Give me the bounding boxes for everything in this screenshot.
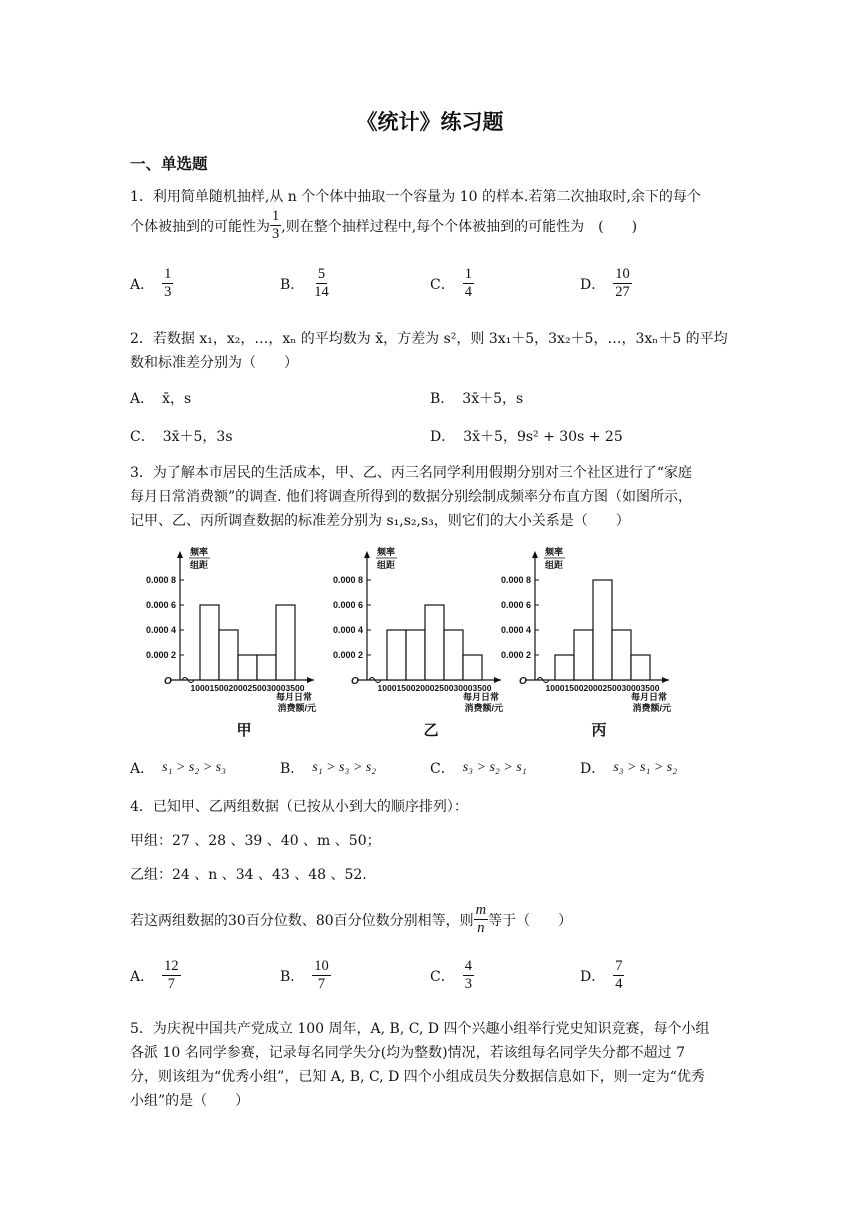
q2-option-c [130, 426, 233, 446]
q4-option-b-label: B． [280, 968, 305, 985]
q4-option-b-den: 7 [317, 976, 326, 993]
x-tick-label: 3000 [453, 683, 473, 693]
y-tick-label: 0.000 6 [145, 600, 176, 610]
q1-option-b-frac [312, 266, 331, 302]
histogram-bing [483, 545, 683, 745]
q4-option-a-den: 7 [167, 976, 175, 993]
y-label-bottom: 组距 [190, 560, 209, 570]
q3-option-d-label: D． [580, 761, 606, 777]
q2-option-c-label: C． [130, 429, 155, 445]
y-tick-label: 0.000 2 [500, 650, 531, 660]
section-heading: 一、单选题 [130, 154, 208, 173]
q3-line2: 每月日常消费额”的调查. 他们将调查所得到的数据分别绘制成频率分布直方图（如图所示， [130, 489, 693, 505]
q1-option-c-label: C． [430, 276, 455, 293]
y-tick-label: 0.000 2 [332, 650, 363, 660]
x-axis-arrow [307, 677, 314, 683]
q1-option-a-den: 3 [164, 284, 172, 301]
q1-frac-num: 1 [270, 208, 281, 226]
y-label-top: 频率 [377, 547, 396, 557]
q4-option-d [580, 958, 624, 994]
y-label-top: 频率 [545, 547, 564, 557]
q1-option-a-label: A． [130, 276, 155, 293]
q4-option-a-label: A． [130, 968, 155, 985]
q1-option-b-den: 14 [314, 284, 329, 301]
q1-option-c-num: 1 [463, 266, 474, 284]
y-label-bottom: 组距 [377, 560, 396, 570]
histogram-bar [574, 630, 593, 680]
y-axis-arrow [364, 551, 370, 558]
q3-line3: 记甲、乙、丙所调查数据的标准差分别为 s₁,s₂,s₃，则它们的大小关系是（ ） [130, 513, 630, 529]
x-tick-label: 1000 [190, 683, 210, 693]
q5-line1: 5．为庆祝中国共产党成立 100 周年，A, B, C, D 四个兴趣小组举行党史知识竞赛，每个小组 [130, 1021, 710, 1037]
q4-option-c-den: 3 [464, 976, 472, 993]
histogram-bar [257, 655, 276, 680]
y-axis-arrow [177, 551, 183, 558]
histogram-bar [406, 630, 425, 680]
x-tick-label: 2500 [247, 683, 267, 693]
q5-line3: 分，则该组为“优秀小组”，已知 A, B, C, D 四个小组成员失分数据信息如下，则一定为“优秀 [130, 1069, 705, 1085]
q1-line1: 1．利用简单随机抽样,从 n 个个体中抽取一个容量为 10 的样本.若第二次抽取时,余下的每个 [130, 189, 701, 205]
q2-option-a [130, 388, 191, 408]
q1-fraction [270, 208, 281, 244]
x-label-top: 每月日常 [462, 692, 499, 702]
q1-option-d [580, 266, 632, 302]
q4-option-d-num: 7 [613, 958, 624, 976]
q3-option-a-text: s₁ > s₂ > s₃ [162, 760, 226, 775]
x-label-bottom: 消费额/元 [277, 703, 316, 713]
q4-option-a [130, 958, 181, 994]
q2-option-d-label: D． [430, 429, 456, 445]
histogram-yi [315, 545, 505, 745]
page-title: 《统计》练习题 [356, 109, 504, 134]
q1-option-b [280, 266, 331, 302]
q3-option-d [580, 758, 677, 778]
origin-label: O [351, 676, 359, 687]
x-tick-label: 2000 [415, 683, 435, 693]
q4-group2: 乙组：24 、n 、34 、43 、48 、52. [130, 867, 367, 883]
histogram-bar [612, 630, 631, 680]
y-label-bottom: 组距 [545, 560, 564, 570]
y-axis-arrow [532, 551, 538, 558]
y-label-top: 频率 [190, 547, 209, 557]
x-axis-arrow [662, 677, 669, 683]
q1-option-b-num: 5 [316, 266, 327, 284]
x-tick-label: 2000 [583, 683, 603, 693]
histogram-bar [444, 630, 463, 680]
y-tick-label: 0.000 8 [500, 575, 531, 585]
q2-option-b-text: 3x̄＋5，s [462, 391, 524, 407]
origin-label: O [164, 676, 172, 687]
q4-option-b-num: 10 [312, 958, 331, 976]
q4-frac-den: n [477, 920, 485, 937]
q4-option-d-den: 4 [615, 976, 623, 993]
q3-option-b [280, 758, 376, 778]
q3-line1: 3．为了解本市居民的生活成本，甲、乙、丙三名同学利用假期分别对三个社区进行了“家庭 [130, 465, 693, 481]
q4-option-d-label: D． [580, 968, 606, 985]
q1-option-c [430, 266, 474, 302]
histogram-jia [128, 545, 318, 745]
histogram-bar [238, 655, 257, 680]
q1-option-d-frac [613, 266, 632, 302]
x-label-bottom: 消费额/元 [464, 703, 503, 713]
q3-option-c-label: C． [430, 761, 455, 777]
q2-option-d-text: 3x̄＋5，9s² + 30s + 25 [463, 429, 623, 445]
q2-option-b-label: B． [430, 391, 455, 407]
chart-title: 甲 [236, 722, 252, 739]
histogram-bar [276, 605, 295, 680]
q4-option-c [430, 958, 474, 994]
x-tick-label: 1000 [377, 683, 397, 693]
q2-line2: 数和标准差分别为（ ） [130, 355, 298, 371]
q3-option-c [430, 758, 527, 778]
q1-line2-b: ,则在整个抽样过程中,每个个体被抽到的可能性为 ( ) [281, 218, 638, 235]
chart-title: 乙 [423, 722, 439, 739]
x-label-top: 每月日常 [275, 692, 312, 702]
q4-line4 [130, 902, 572, 938]
y-tick-label: 0.000 6 [500, 600, 531, 610]
q3-option-a-label: A． [130, 761, 155, 777]
q3-option-d-text: s₃ > s₁ > s₂ [613, 760, 678, 775]
q3-option-b-text: s₁ > s₃ > s₂ [312, 760, 377, 775]
x-label-top: 每月日常 [630, 692, 667, 702]
q4-option-c-frac [463, 958, 474, 994]
x-tick-label: 3000 [266, 683, 286, 693]
q3-option-a [130, 758, 226, 778]
histogram-bar [425, 605, 444, 680]
q4-option-c-num: 4 [463, 958, 474, 976]
q1-option-d-label: D． [580, 276, 606, 293]
q5-line4: 小组”的是（ ） [130, 1093, 250, 1109]
q4-line4-b: 等于（ ） [488, 912, 573, 929]
q1-option-c-frac [463, 266, 474, 302]
histogram-bar [593, 580, 612, 680]
x-tick-label: 2500 [434, 683, 454, 693]
histogram-bar [219, 630, 238, 680]
q1-option-d-num: 10 [613, 266, 632, 284]
chart-title: 丙 [591, 722, 607, 739]
q1-option-a-frac [162, 266, 173, 302]
q3-option-b-label: B． [280, 761, 305, 777]
q1-frac-den: 3 [272, 226, 280, 243]
q4-option-d-frac [613, 958, 624, 994]
x-label-bottom: 消费额/元 [632, 703, 671, 713]
x-tick-label: 3000 [621, 683, 641, 693]
y-tick-label: 0.000 2 [145, 650, 176, 660]
histogram-bar [200, 605, 219, 680]
x-tick-label: 2500 [602, 683, 622, 693]
histogram-bar [631, 655, 650, 680]
y-tick-label: 0.000 6 [332, 600, 363, 610]
q4-line1: 4．已知甲、乙两组数据（已按从小到大的顺序排列）： [130, 799, 468, 815]
q2-option-b [430, 388, 523, 408]
x-tick-label: 3500 [640, 683, 660, 693]
histogram-bar [387, 630, 406, 680]
x-tick-label: 1500 [564, 683, 584, 693]
x-tick-label: 1500 [396, 683, 416, 693]
q1-option-b-label: B． [280, 276, 305, 293]
q4-option-a-frac [162, 958, 181, 994]
q2-option-a-text: x̄，s [162, 391, 192, 407]
x-tick-label: 3500 [472, 683, 492, 693]
q2-line1: 2．若数据 x₁，x₂，…，xₙ 的平均数为 x̄，方差为 s²，则 3x₁＋5，3x₂＋5，…，3xₙ＋5 的平均 [130, 331, 728, 347]
q2-option-c-text: 3x̄＋5，3s [162, 429, 233, 445]
q1-line2-a: 个体被抽到的可能性为 [130, 218, 270, 235]
q2-option-a-label: A． [130, 391, 155, 407]
x-tick-label: 1500 [209, 683, 229, 693]
x-tick-label: 1000 [545, 683, 565, 693]
q4-option-b-frac [312, 958, 331, 994]
q1-line2 [130, 208, 637, 244]
q2-option-d [430, 426, 623, 446]
y-tick-label: 0.000 4 [332, 625, 363, 635]
histogram-bar [463, 655, 482, 680]
origin-label: O [519, 676, 527, 687]
q4-group1: 甲组：27 、28 、39 、40 、m 、50； [130, 833, 381, 849]
q4-option-c-label: C． [430, 968, 455, 985]
q4-line4-a: 若这两组数据的30百分位数、80百分位数分别相等，则 [130, 912, 474, 929]
x-tick-label: 3500 [285, 683, 305, 693]
x-tick-label: 2000 [228, 683, 248, 693]
y-tick-label: 0.000 4 [500, 625, 531, 635]
q4-fraction [474, 902, 488, 938]
q5-line2: 各派 10 名同学参赛，记录每名同学失分(均为整数)情况，若该组每名同学失分都不超过 7 [130, 1045, 685, 1061]
q3-option-c-text: s₃ > s₂ > s₁ [462, 760, 527, 775]
q1-option-a [130, 266, 173, 302]
q1-option-c-den: 4 [464, 284, 472, 301]
q1-option-d-den: 27 [615, 284, 630, 301]
y-tick-label: 0.000 8 [332, 575, 363, 585]
q4-option-b [280, 958, 331, 994]
histogram-bar [555, 655, 574, 680]
y-tick-label: 0.000 4 [145, 625, 176, 635]
q1-option-a-num: 1 [162, 266, 173, 284]
y-tick-label: 0.000 8 [145, 575, 176, 585]
q4-frac-num: m [474, 902, 488, 920]
q4-option-a-num: 12 [162, 958, 181, 976]
